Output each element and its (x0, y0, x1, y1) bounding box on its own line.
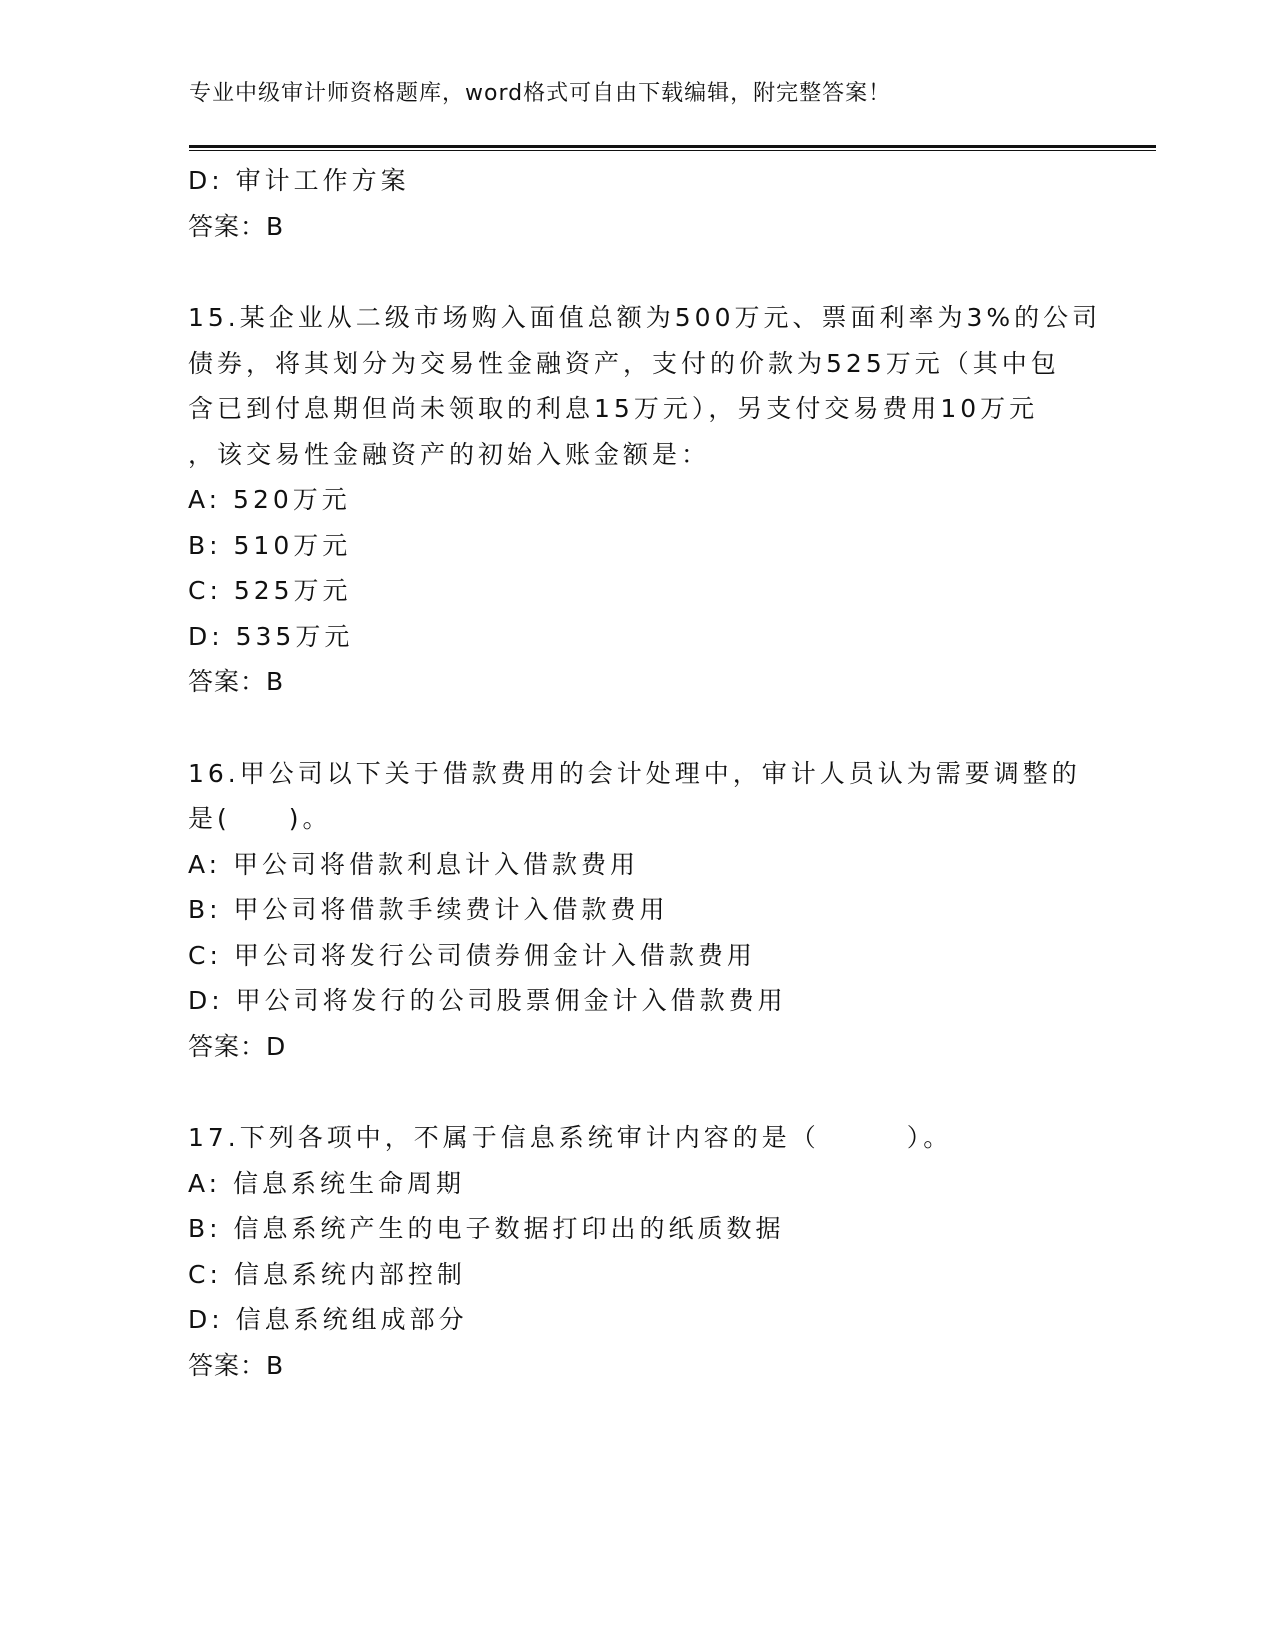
question-17-stem-line: 17.下列各项中，不属于信息系统审计内容的是（ ）。 (188, 1123, 953, 1152)
header-divider-thin (189, 150, 1156, 151)
question-16-stem-line: 16.甲公司以下关于借款费用的会计处理中，审计人员认为需要调整的 (188, 758, 1081, 788)
question-15-stem-line: 含已到付息期但尚未领取的利息15万元），另支付交易费用10万元 (188, 394, 1039, 423)
document-body (188, 158, 1102, 1388)
question-17-option-c: C: 信息系统内部控制 (188, 1259, 466, 1289)
question-15-stem-line: 债券，将其划分为交易性金融资产，支付的价款为525万元（其中包 (188, 348, 1060, 378)
question-15-stem-line: 15.某企业从二级市场购入面值总额为500万元、票面利率为3%的公司 (188, 303, 1102, 332)
header-divider (189, 145, 1156, 152)
question-15 (188, 295, 1102, 705)
question-16-option-c: C: 甲公司将发行公司债券佣金计入借款费用 (188, 940, 756, 970)
question-14-option-d: D: 审计工作方案 (188, 166, 410, 195)
question-17-option-a: A: 信息系统生命周期 (188, 1168, 466, 1198)
question-15-option-b: B: 510万元 (188, 530, 352, 560)
question-14 (188, 158, 1088, 249)
question-14-answer: 答案：B (188, 211, 285, 241)
spacer (188, 249, 1088, 295)
question-15-option-d: D: 535万元 (188, 621, 354, 651)
question-16-option-a: A: 甲公司将借款利息计入借款费用 (188, 849, 640, 879)
question-17-option-b: B: 信息系统产生的电子数据打印出的纸质数据 (188, 1214, 785, 1243)
question-16 (188, 751, 1088, 1070)
question-16-option-d: D: 甲公司将发行的公司股票佣金计入借款费用 (188, 986, 787, 1015)
header-divider-thick (189, 145, 1156, 148)
question-15-answer: 答案：B (188, 667, 285, 696)
question-16-answer: 答案：D (188, 1031, 287, 1061)
question-15-option-c: C: 525万元 (188, 576, 352, 605)
page-header: 专业中级审计师资格题库，word格式可自由下载编辑，附完整答案！ (189, 81, 892, 106)
question-15-option-a: A: 520万元 (188, 485, 351, 514)
question-16-option-b: B: 甲公司将借款手续费计入借款费用 (188, 895, 669, 924)
question-16-stem-line: 是( )。 (188, 804, 332, 833)
question-15-stem-line: ，该交易性金融资产的初始入账金额是： (188, 439, 711, 469)
question-17-answer: 答案：B (188, 1350, 285, 1380)
spacer (188, 705, 1088, 751)
question-17 (188, 1115, 1088, 1388)
spacer (188, 1069, 1088, 1115)
question-17-option-d: D: 信息系统组成部分 (188, 1305, 468, 1334)
